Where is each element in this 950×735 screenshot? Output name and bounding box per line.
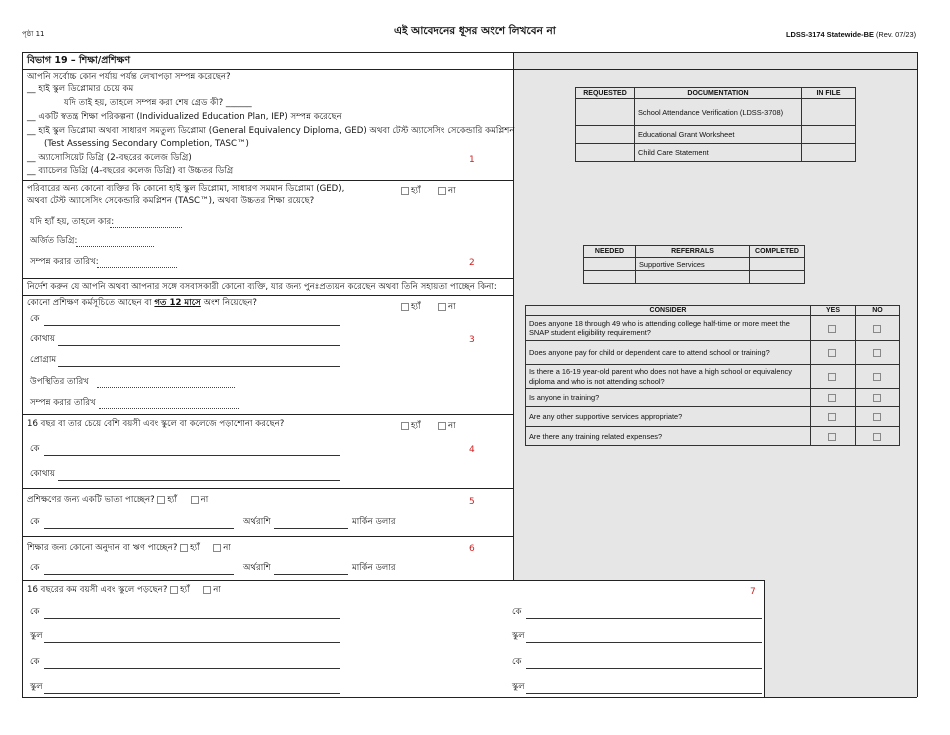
q3-attendance-field[interactable] [97,387,235,388]
instruction-text: নির্দেশ করুন যে আপনি অথবা আপনার সঙ্গে বসবাসকারী কোনো ব্যক্তি, যার জন্য পুনঃপ্রত্যয়ন করেছেন অথবা তিনি সহায়তা পাচ্ছেন কিনা: [27,282,497,292]
q7-who-label: কে [512,657,522,667]
table-row [584,258,805,271]
q3-where-label: কোথায় [30,334,56,344]
q7-school-label: স্কুল [512,682,525,692]
q6-question: শিক্ষার জন্য কোনো অনুদান বা ঋণ পাচ্ছেন? হ্যাঁ না [27,543,231,553]
consider-table [525,305,900,446]
referral-item: Supportive Services [636,258,750,271]
q3-who-label: কে [30,314,40,324]
q5-yes-checkbox[interactable]: হ্যাঁ [157,495,177,505]
q7-who-label: কে [30,607,40,617]
q1-grade-prompt[interactable]: যদি তাই হয়, তাহলে সম্পন্ন করা শেষ গ্রেড কী? ______ [64,98,252,108]
q6-yes-checkbox[interactable]: হ্যাঁ [180,543,200,553]
q6-who-label: কে [30,563,40,573]
table-header: IN FILE [802,88,856,99]
q3-question: কোনো প্রশিক্ষণ কর্মসূচিতে আছেন বা গত 12 মাসে অংশ নিয়েছেন? [27,298,257,308]
q4-who-field[interactable] [44,455,340,456]
table-row [576,99,856,126]
yes-checkbox[interactable] [811,389,856,407]
no-checkbox[interactable] [856,427,900,446]
office-use-header [513,52,917,70]
q3-completion-label: সম্পন্ন করার তারিখ [30,398,96,408]
q5-who-field[interactable] [44,528,234,529]
table-header: DOCUMENTATION [635,88,802,99]
documentation-item: School Attendance Verification (LDSS-3708) [635,99,802,126]
q7-school-field[interactable] [44,693,340,694]
q1-option[interactable]: __ একটি স্বতন্ত্র শিক্ষা পরিকল্পনা (Individualized Education Plan, IEP) সম্পন্ন করেছেন [27,112,342,122]
q4-question: 16 বছর বা তার চেয়ে বেশি বয়সী এবং স্কুলে বা কলেজে পড়াশোনা করছেন? [27,419,285,429]
question-number: 4 [469,445,475,455]
q4-where-label: কোথায় [30,469,56,479]
q5-currency: মার্কিন ডলার [352,517,396,527]
table-row [526,341,900,365]
q1-question: আপনি সর্বোচ্চ কোন পর্যায় পর্যন্ত লেখাপড়া সম্পন্ন করেছেন? [27,72,231,82]
no-checkbox[interactable] [856,407,900,427]
q5-amount-label: অর্থরাশি [243,517,271,527]
no-checkbox[interactable] [856,341,900,365]
table-row [576,126,856,144]
q7-who-field[interactable] [526,668,762,669]
q6-currency: মার্কিন ডলার [352,563,396,573]
table-row [526,389,900,407]
q6-amount-field[interactable] [274,574,348,575]
table-header: REQUESTED [576,88,635,99]
q5-amount-field[interactable] [274,528,348,529]
yes-checkbox[interactable] [811,341,856,365]
table-row [584,271,805,284]
q3-no-checkbox[interactable]: না [438,302,456,313]
consider-question: Is there a 16-19 year-old parent who does not have a high school or equivalency diploma and who is not attending school? [526,365,811,389]
q5-who-label: কে [30,517,40,527]
yes-checkbox[interactable] [811,365,856,389]
q7-who-field[interactable] [44,668,340,669]
q7-who-field[interactable] [526,618,762,619]
section-title: বিভাগ 19 – শিক্ষা/প্রশিক্ষণ [27,55,131,66]
q7-no-checkbox[interactable]: না [203,585,221,595]
q1-option[interactable]: __ হাই স্কুল ডিপ্লোমার চেয়ে কম [27,84,134,94]
q2-degree-label: অর্জিত ডিগ্রি: [30,236,78,246]
no-checkbox[interactable] [856,316,900,341]
yes-checkbox[interactable] [811,407,856,427]
q1-tasc-line: (Test Assessing Secondary Completion, TASC™) [44,139,249,149]
q3-program-label: প্রোগ্রাম [30,355,57,365]
consider-question: Are any other supportive services appropriate? [526,407,811,427]
no-checkbox[interactable] [856,389,900,407]
question-number: 6 [469,544,475,554]
q6-who-field[interactable] [44,574,234,575]
page-title: এই আবেদনের ধূসর অংশে লিখবেন না [394,25,556,37]
documentation-item: Educational Grant Worksheet [635,126,802,144]
q7-school-field[interactable] [526,642,762,643]
q7-who-field[interactable] [44,618,340,619]
q4-yes-checkbox[interactable]: হ্যাঁ [401,421,421,432]
q6-no-checkbox[interactable]: না [213,543,231,553]
q7-school-label: স্কুল [30,682,43,692]
yes-checkbox[interactable] [811,427,856,446]
q7-yes-checkbox[interactable]: হ্যাঁ [170,585,190,595]
table-header: YES [811,306,856,316]
page-number: পৃষ্ঠা 11 [22,30,45,38]
q2-date-field[interactable] [97,267,177,268]
question-number: 1 [469,155,475,165]
q2-who-label: যদি হ্যাঁ হয়, তাহলে কার: [30,217,115,227]
table-row [526,316,900,341]
q7-area [22,580,764,698]
q7-who-label: কে [512,607,522,617]
no-checkbox[interactable] [856,365,900,389]
referrals-table [583,245,805,284]
table-row [526,407,900,427]
form-id: LDSS-3174 Statewide-BE (Rev. 07/23) [786,30,917,39]
q2-degree-field[interactable] [76,246,154,247]
documentation-table [575,87,856,162]
q6-amount-label: অর্থরাশি [243,563,271,573]
question-number: 2 [469,258,475,268]
q3-attendance-label: উপস্থিতির তারিখ [30,377,89,387]
q7-question: 16 বছরের কম বয়সী এবং স্কুলে পড়ছেন? হ্যাঁ না [27,585,221,595]
q3-who-field[interactable] [44,325,340,326]
consider-question: Does anyone 18 through 49 who is attending college half-time or more meet the SNAP student eligibility requirement? [526,316,811,341]
q3-program-field[interactable] [58,366,340,367]
q7-school-field[interactable] [526,693,762,694]
table-header: COMPLETED [750,246,805,258]
question-number: 3 [469,335,475,345]
table-header: NEEDED [584,246,636,258]
q2-question: অথবা টেস্ট অ্যাসেসিং সেকেন্ডারি কমপ্লিশন (TASC™), অথবা উচ্চতর শিক্ষা রয়েছে? [27,196,315,206]
question-number: 7 [750,587,756,597]
q3-yes-checkbox[interactable]: হ্যাঁ [401,302,421,313]
q1-option[interactable]: __ অ্যাসোসিয়েট ডিগ্রি (2-বছরের কলেজ ডিগ্রি) [27,153,192,163]
consider-question: Is anyone in training? [526,389,811,407]
q2-yes-checkbox[interactable]: হ্যাঁ [401,186,421,197]
consider-question: Are there any training related expenses? [526,427,811,446]
yes-checkbox[interactable] [811,316,856,341]
consider-question: Does anyone pay for child or dependent care to attend school or training? [526,341,811,365]
q7-who-label: কে [30,657,40,667]
table-header: REFERRALS [636,246,750,258]
q2-date-label: সম্পন্ন করার তারিখ: [30,257,99,267]
q2-no-checkbox[interactable]: না [438,186,456,197]
q1-option[interactable]: __ হাই স্কুল ডিপ্লোমা অথবা সাধারণ সমতুল্য ডিপ্লোমা (General Equivalency Diploma, GED) অথবা টেস্ট অ্যাসেসিং সেকেন্ডারি কমপ্লিশন [27,126,515,136]
q5-question: প্রশিক্ষণের জন্য একটি ভাতা পাচ্ছেন? হ্যাঁ না [27,495,209,505]
table-row [526,427,900,446]
q4-where-field[interactable] [58,480,340,481]
q3-where-field[interactable] [58,345,340,346]
q5-no-checkbox[interactable]: না [191,495,209,505]
table-row [576,144,856,162]
q2-question: পরিবারের অন্য কোনো ব্যক্তির কি কোনো হাই স্কুল ডিপ্লোমা, সাধারণ সমমান ডিপ্লোমা (GED), [27,184,345,194]
documentation-item: Child Care Statement [635,144,802,162]
q3-completion-field[interactable] [99,408,239,409]
question-number: 5 [469,497,475,507]
q7-school-label: স্কুল [512,631,525,641]
table-header: CONSIDER [526,306,811,316]
q7-school-label: স্কুল [30,631,43,641]
q7-school-field[interactable] [44,642,340,643]
q2-who-field[interactable] [110,227,182,228]
table-header: NO [856,306,900,316]
q1-option[interactable]: __ ব্যাচেলর ডিগ্রি (4-বছরের কলেজ ডিগ্রি) বা উচ্চতর ডিগ্রি [27,166,234,176]
q4-who-label: কে [30,444,40,454]
q4-no-checkbox[interactable]: না [438,421,456,432]
referral-item [636,271,750,284]
table-row [526,365,900,389]
